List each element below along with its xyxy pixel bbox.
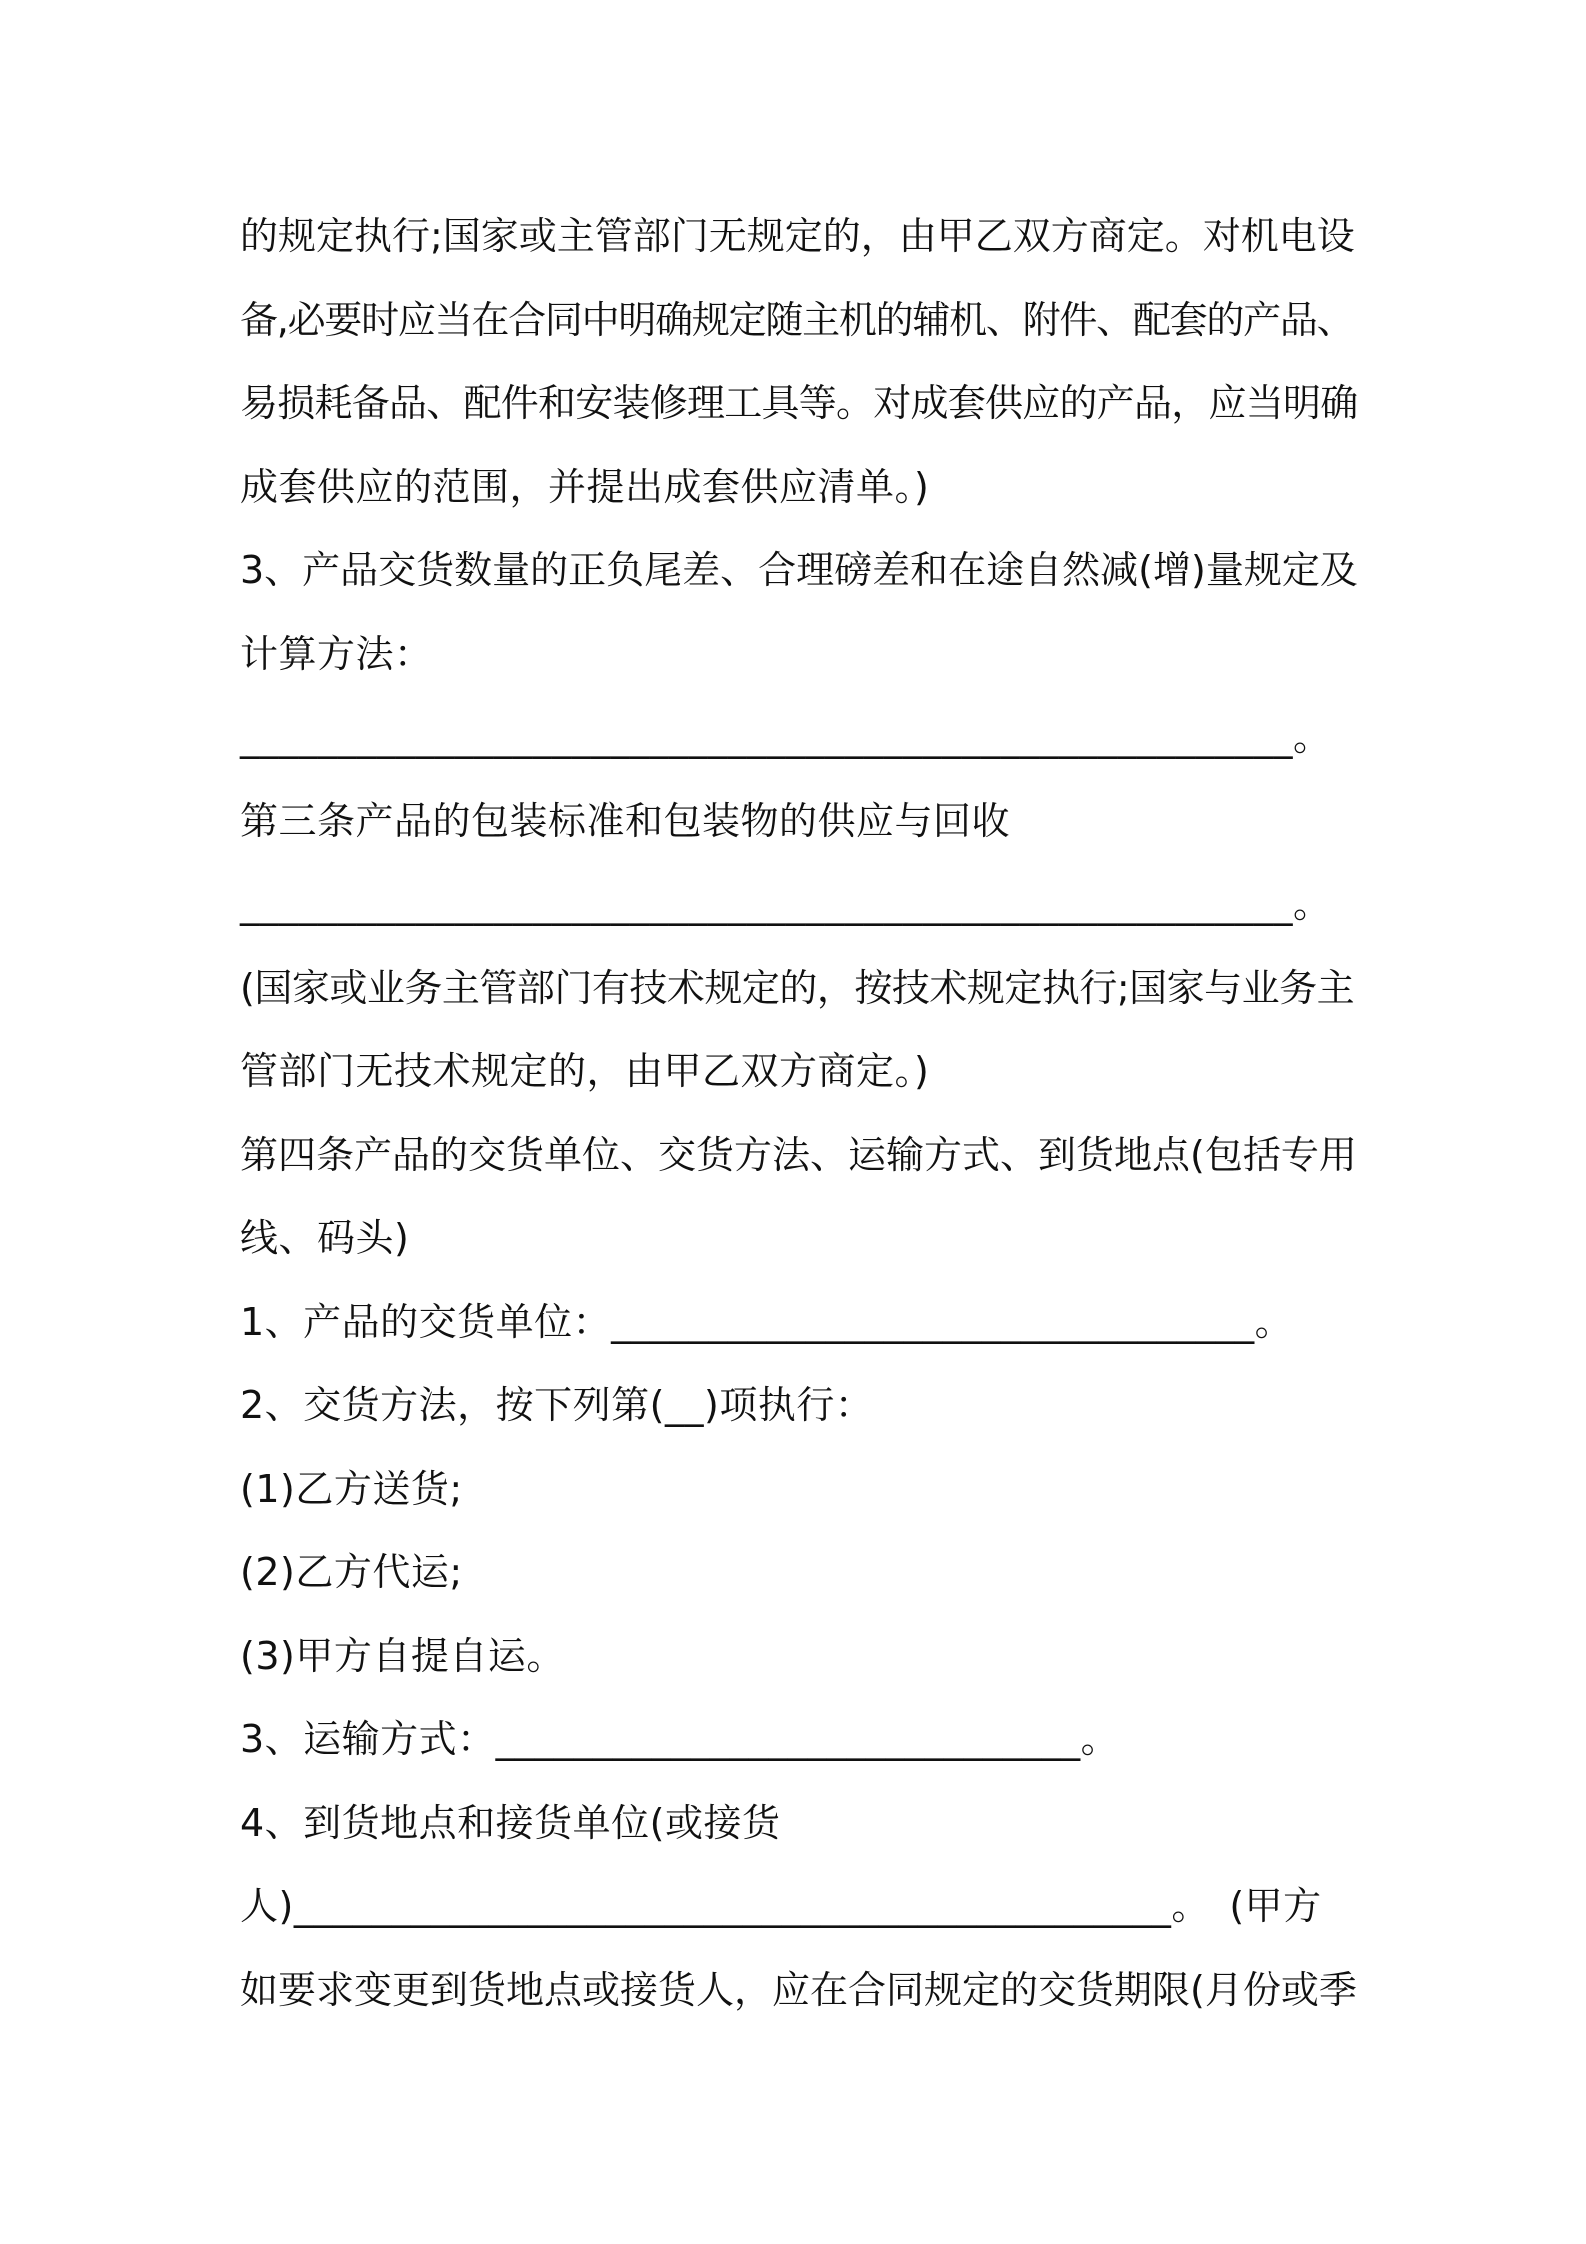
document-body: [240, 195, 1360, 2032]
text-line: 3、运输方式：______________________________。: [240, 1717, 1120, 1761]
text-line: 备,必要时应当在合同中明确规定随主机的辅机、附件、配套的产品、: [240, 297, 1354, 342]
text-line: 3、产品交货数量的正负尾差、合理磅差和在途自然减(增)量规定及: [240, 548, 1358, 592]
text-line: 2、交货方法，按下列第(__)项执行：: [240, 1383, 874, 1427]
section-heading: 第四条产品的交货单位、交货方法、运输方式、到货地点(包括专用: [240, 1132, 1357, 1177]
text-line: 计算方法：: [240, 631, 433, 676]
list-item: (1)乙方送货;: [240, 1466, 463, 1511]
text-line: (国家或业务主管部门有技术规定的，按技术规定执行;国家与业务主: [240, 965, 1355, 1010]
section-heading: 第三条产品的包装标准和包装物的供应与回收: [240, 798, 1011, 843]
list-item: (3)甲方自提自运。: [240, 1633, 565, 1678]
text-line: 线、码头): [240, 1216, 410, 1260]
text-line: 的规定执行;国家或主管部门无规定的，由甲乙双方商定。对机电设: [240, 214, 1355, 258]
text-line: 4、到货地点和接货单位(或接货: [240, 1800, 781, 1845]
fill-in-blank-line: ______________________________________________________。: [240, 715, 1332, 759]
text-line: 成套供应的范围，并提出成套供应清单。): [240, 464, 930, 509]
text-line: 人)_____________________________________________。 (甲方: [240, 1884, 1322, 1928]
text-line: 1、产品的交货单位：_________________________________。: [240, 1299, 1294, 1344]
text-line: 易损耗备品、配件和安装修理工具等。对成套供应的产品，应当明确: [240, 381, 1358, 425]
text-line: 管部门无技术规定的，由甲乙双方商定。): [240, 1049, 930, 1093]
text-line: 如要求变更到货地点或接货人，应在合同规定的交货期限(月份或季: [240, 1967, 1357, 2012]
list-item: (2)乙方代运;: [240, 1550, 463, 1594]
fill-in-blank-line: ______________________________________________________。: [240, 882, 1332, 926]
